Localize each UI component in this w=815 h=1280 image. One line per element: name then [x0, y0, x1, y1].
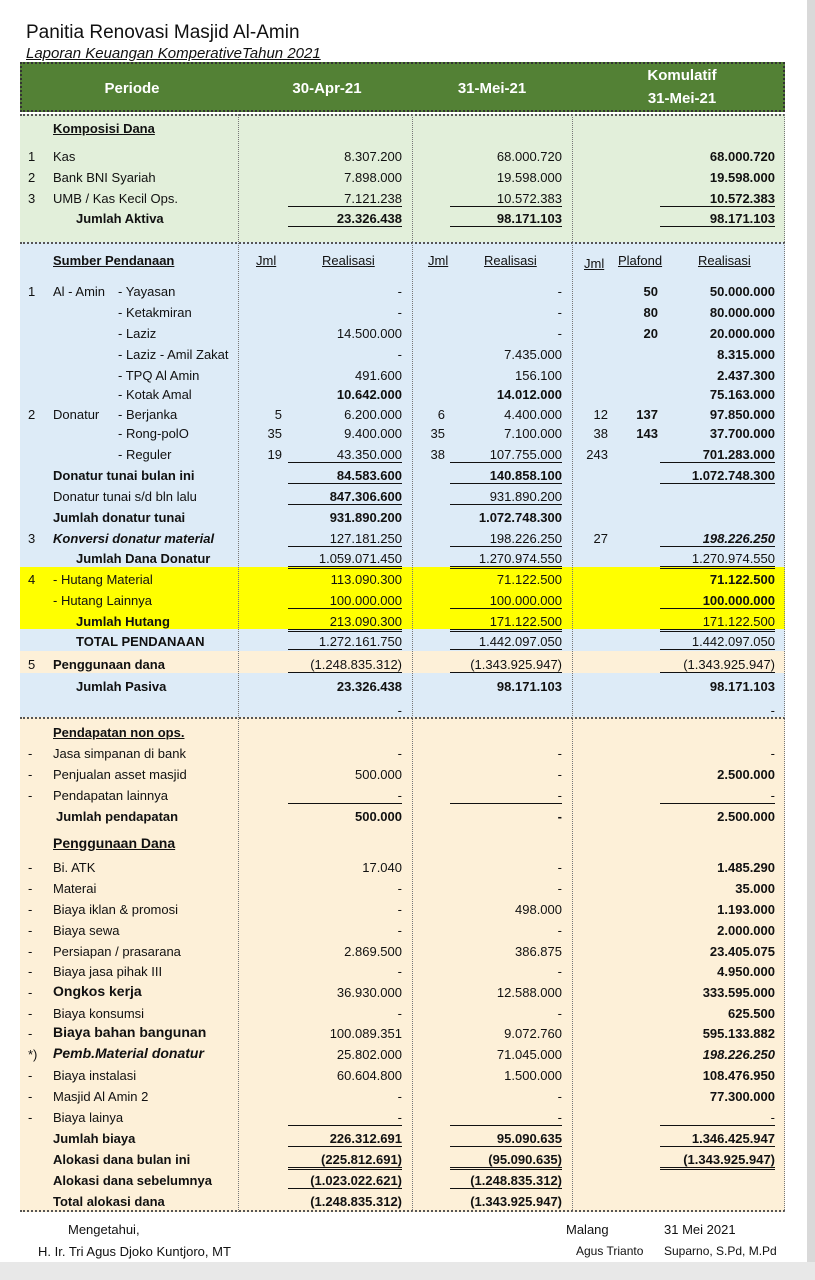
value-31-mei: 71.045.000: [496, 1047, 562, 1062]
table-row: [20, 146, 785, 166]
value-31-mei: 68.000.720: [496, 149, 562, 164]
value-31-mei: 9.072.760: [504, 1026, 562, 1041]
row-label: Konversi donatur material: [53, 531, 215, 546]
value-komulatif: -: [770, 703, 775, 718]
row-sublabel: - Laziz: [118, 326, 157, 341]
value-30-apr: -: [397, 902, 402, 917]
row-label: Jumlah donatur tunai: [53, 510, 186, 525]
value-komulatif: 1.442.097.050: [660, 634, 775, 650]
table-row: [20, 302, 785, 322]
value-komulatif: 1.485.290: [717, 860, 775, 875]
row-label: Penggunaan Dana: [53, 835, 176, 851]
value-komulatif: 1.072.748.300: [660, 468, 775, 484]
value-30-apr: 25.802.000: [336, 1047, 402, 1062]
value-30-apr: -: [288, 788, 402, 804]
table-row: [20, 676, 785, 696]
table-row: [20, 1044, 785, 1064]
value-31-mei: (95.090.635): [450, 1152, 562, 1170]
value-komulatif: 71.122.500: [709, 572, 775, 587]
jml-31-mei: 35: [430, 426, 445, 441]
row-sublabel: - TPQ Al Amin: [118, 368, 200, 383]
window-edge: [807, 0, 815, 1280]
table-row: [20, 384, 785, 404]
value-30-apr: -: [397, 881, 402, 896]
jml-30-apr: 5: [274, 407, 282, 422]
value-komulatif: -: [660, 788, 775, 804]
table-row: [20, 507, 785, 527]
subheader-jml: Jml: [256, 253, 277, 268]
table-row: [20, 654, 785, 674]
value-31-mei: -: [557, 767, 562, 782]
table-row: [20, 281, 785, 301]
row-label: Total alokasi dana: [53, 1194, 165, 1209]
value-30-apr: -: [397, 964, 402, 979]
row-index: -: [28, 902, 33, 917]
window-bottom: [0, 1262, 815, 1280]
divider: [20, 242, 785, 244]
plafond: 137: [636, 407, 658, 422]
row-label: Pendapatan non ops.: [53, 725, 185, 740]
table-row: [20, 1149, 785, 1169]
value-30-apr: 7.121.238: [288, 191, 402, 207]
value-30-apr: (1.023.022.621): [288, 1173, 402, 1189]
table-row: [20, 1170, 785, 1190]
value-30-apr: 500.000: [355, 809, 402, 824]
value-30-apr: -: [397, 347, 402, 362]
value-31-mei: 107.755.000: [450, 447, 562, 463]
value-komulatif: 198.226.250: [660, 531, 775, 547]
table-row: [20, 920, 785, 940]
row-label: - Hutang Lainnya: [53, 593, 153, 608]
value-komulatif: 1.270.974.550: [660, 551, 775, 569]
row-label: Biaya instalasi: [53, 1068, 137, 1083]
value-komulatif: -: [660, 1110, 775, 1126]
value-31-mei: -: [557, 964, 562, 979]
row-sublabel: - Berjanka: [118, 407, 178, 422]
header-30-apr: 30-Apr-21: [292, 80, 362, 97]
value-komulatif: 75.163.000: [709, 387, 775, 402]
row-sublabel: - Ketakmiran: [118, 305, 192, 320]
value-30-apr: -: [397, 703, 402, 718]
value-31-mei: -: [557, 746, 562, 761]
jml-31-mei: 6: [437, 407, 445, 422]
table-row: [20, 167, 785, 187]
value-komulatif: 2.437.300: [717, 368, 775, 383]
value-31-mei: -: [557, 326, 562, 341]
row-label: Donatur: [53, 407, 100, 422]
value-30-apr: 17.040: [362, 860, 402, 875]
row-label: Alokasi dana bulan ini: [53, 1152, 191, 1167]
value-31-mei: 95.090.635: [450, 1131, 562, 1147]
row-label: Jumlah Dana Donatur: [76, 551, 211, 566]
value-31-mei: -: [557, 1089, 562, 1104]
value-komulatif: (1.343.925.947): [660, 1152, 775, 1170]
row-label: Alokasi dana sebelumnya: [53, 1173, 212, 1188]
value-31-mei: 198.226.250: [450, 531, 562, 547]
report-subtitle: Laporan Keuangan KomperativeTahun 2021: [26, 45, 321, 62]
row-label: Donatur tunai s/d bln lalu: [53, 489, 197, 504]
table-row: [20, 486, 785, 506]
value-30-apr: 100.089.351: [329, 1026, 402, 1041]
value-komulatif: 1.193.000: [717, 902, 775, 917]
value-31-mei: 386.875: [515, 944, 562, 959]
table-row: [20, 1128, 785, 1148]
table-row: [20, 528, 785, 548]
value-komulatif: 4.950.000: [717, 964, 775, 979]
value-31-mei: -: [557, 1006, 562, 1021]
value-30-apr: -: [397, 1089, 402, 1104]
value-30-apr: 226.312.691: [288, 1131, 402, 1147]
value-30-apr: 1.272.161.750: [288, 634, 402, 650]
header-komulatif-date: 31-Mei-21: [647, 90, 717, 107]
table-row: [20, 444, 785, 464]
row-label: Kas: [53, 149, 76, 164]
value-30-apr: 8.307.200: [344, 149, 402, 164]
value-31-mei: 19.598.000: [496, 170, 562, 185]
value-komulatif: 198.226.250: [702, 1047, 775, 1062]
row-label: Biaya bahan bangunan: [53, 1024, 207, 1040]
subheader-realisasi: Realisasi: [484, 253, 537, 268]
row-index: 2: [28, 407, 36, 422]
value-30-apr: 491.600: [355, 368, 402, 383]
table-row: [20, 208, 785, 228]
row-index: 4: [28, 572, 36, 587]
table-row: [20, 764, 785, 784]
value-30-apr: -: [397, 1006, 402, 1021]
row-label: Bi. ATK: [53, 860, 96, 875]
value-31-mei: -: [557, 860, 562, 875]
plafond: 20: [643, 326, 658, 341]
row-index: *): [28, 1047, 38, 1062]
value-30-apr: 84.583.600: [288, 468, 402, 484]
row-index: -: [28, 1110, 33, 1125]
table-row: [20, 806, 785, 826]
value-komulatif: 8.315.000: [717, 347, 775, 362]
table-row: [20, 941, 785, 961]
row-label: Biaya konsumsi: [53, 1006, 145, 1021]
value-30-apr: (1.248.835.312): [288, 657, 402, 673]
value-31-mei: -: [557, 881, 562, 896]
row-label: Penjualan asset masjid: [53, 767, 187, 782]
table-row: [20, 857, 785, 877]
value-31-mei: 140.858.100: [450, 468, 562, 484]
value-31-mei: 1.072.748.300: [478, 510, 562, 525]
value-31-mei: 1.500.000: [504, 1068, 562, 1083]
value-31-mei: 10.572.383: [450, 191, 562, 207]
value-31-mei: -: [557, 923, 562, 938]
table-row: [20, 1086, 785, 1106]
row-label: Biaya sewa: [53, 923, 120, 938]
row-label: - Hutang Material: [53, 572, 153, 587]
value-31-mei: -: [450, 1110, 562, 1126]
value-30-apr: 60.604.800: [336, 1068, 402, 1083]
row-label: Jumlah Hutang: [76, 614, 170, 629]
value-komulatif: 100.000.000: [660, 593, 775, 609]
footer-place: Malang: [566, 1222, 609, 1237]
table-row: [20, 631, 785, 651]
value-komulatif: -: [770, 746, 775, 761]
row-index: 1: [28, 284, 36, 299]
table-row: [20, 743, 785, 763]
value-30-apr: 43.350.000: [288, 447, 402, 463]
jml-komulatif: 27: [593, 531, 608, 546]
row-label: Jumlah Pasiva: [76, 679, 167, 694]
value-31-mei: -: [557, 284, 562, 299]
report-title: Panitia Renovasi Masjid Al-Amin: [26, 22, 300, 43]
table-row: [20, 982, 785, 1002]
table-row: [20, 1065, 785, 1085]
table-row: [20, 365, 785, 385]
row-index: -: [28, 860, 33, 875]
table-row: [20, 118, 785, 138]
value-31-mei: (1.343.925.947): [470, 1194, 562, 1209]
row-label: Biaya lainya: [53, 1110, 124, 1125]
table-row: [20, 465, 785, 485]
row-label: Jumlah Aktiva: [76, 211, 164, 226]
value-komulatif: 23.405.075: [709, 944, 775, 959]
value-31-mei: 7.100.000: [504, 426, 562, 441]
row-label: Jumlah biaya: [53, 1131, 136, 1146]
value-31-mei: 100.000.000: [450, 593, 562, 609]
value-31-mei: 12.588.000: [496, 985, 562, 1000]
table-row: [20, 961, 785, 981]
subheader-realisasi: Realisasi: [322, 253, 375, 268]
subheader-jml: Jml: [584, 256, 605, 271]
row-label: Donatur tunai bulan ini: [53, 468, 195, 483]
value-komulatif: 2.500.000: [717, 767, 775, 782]
row-sublabel: - Yayasan: [118, 284, 176, 299]
row-index: -: [28, 985, 33, 1000]
value-komulatif: 20.000.000: [709, 326, 775, 341]
value-30-apr: 14.500.000: [336, 326, 402, 341]
row-index: 5: [28, 657, 36, 672]
row-index: -: [28, 881, 33, 896]
table-row: [20, 590, 785, 610]
value-30-apr: 36.930.000: [336, 985, 402, 1000]
row-label: Biaya iklan & promosi: [53, 902, 178, 917]
value-31-mei: -: [557, 809, 562, 824]
value-30-apr: 931.890.200: [329, 510, 402, 525]
row-label: Jasa simpanan di bank: [53, 746, 186, 761]
value-30-apr: (1.248.835.312): [310, 1194, 402, 1209]
value-komulatif: 2.000.000: [717, 923, 775, 938]
row-sublabel: - Rong-polO: [118, 426, 189, 441]
value-komulatif: 2.500.000: [717, 809, 775, 824]
value-komulatif: 10.572.383: [660, 191, 775, 207]
value-komulatif: 80.000.000: [709, 305, 775, 320]
footer-date: 31 Mei 2021: [664, 1222, 736, 1237]
value-komulatif: 97.850.000: [709, 407, 775, 422]
table-row: [20, 1191, 785, 1211]
row-index: 2: [28, 170, 36, 185]
value-komulatif: 68.000.720: [709, 149, 775, 164]
row-label: Al - Amin: [53, 284, 106, 299]
table-header: [20, 62, 785, 112]
value-31-mei: -: [450, 788, 562, 804]
table-row: [20, 722, 785, 742]
value-31-mei: 98.171.103: [450, 211, 562, 227]
row-index: 3: [28, 191, 36, 206]
row-index: -: [28, 1006, 33, 1021]
value-komulatif: 19.598.000: [709, 170, 775, 185]
value-komulatif: 625.500: [728, 1006, 775, 1021]
table-row: [20, 423, 785, 443]
row-sublabel: - Reguler: [118, 447, 172, 462]
jml-komulatif: 243: [586, 447, 608, 462]
table-row: [20, 1023, 785, 1043]
value-komulatif: 701.283.000: [660, 447, 775, 463]
row-label: UMB / Kas Kecil Ops.: [53, 191, 178, 206]
value-30-apr: 100.000.000: [288, 593, 402, 609]
row-label: Jumlah pendapatan: [56, 809, 179, 824]
value-31-mei: 1.270.974.550: [450, 551, 562, 569]
row-index: -: [28, 944, 33, 959]
subheader-realisasi: Realisasi: [698, 253, 751, 268]
value-30-apr: 1.059.071.450: [288, 551, 402, 569]
row-label: Sumber Pendanaan: [53, 253, 175, 268]
row-label: Masjid Al Amin 2: [53, 1089, 149, 1104]
value-komulatif: 77.300.000: [709, 1089, 775, 1104]
row-index: -: [28, 746, 33, 761]
value-30-apr: -: [397, 746, 402, 761]
value-30-apr: 127.181.250: [288, 531, 402, 547]
table-row: [20, 250, 785, 270]
value-30-apr: -: [288, 1110, 402, 1126]
plafond: 143: [636, 426, 658, 441]
table-row: [20, 1003, 785, 1023]
value-31-mei: 931.890.200: [450, 489, 562, 505]
value-komulatif: (1.343.925.947): [660, 657, 775, 673]
table-row: [20, 700, 785, 720]
value-31-mei: (1.248.835.312): [450, 1173, 562, 1189]
value-30-apr: 23.326.438: [288, 211, 402, 227]
row-label: TOTAL PENDANAAN: [76, 634, 205, 649]
divider: [20, 114, 785, 116]
value-30-apr: 2.869.500: [344, 944, 402, 959]
value-komulatif: 50.000.000: [709, 284, 775, 299]
value-komulatif: 98.171.103: [709, 679, 775, 694]
value-30-apr: -: [397, 923, 402, 938]
row-index: -: [28, 964, 33, 979]
table-row: [20, 323, 785, 343]
value-30-apr: 213.090.300: [288, 614, 402, 632]
table-row: [20, 188, 785, 208]
value-31-mei: 171.122.500: [450, 614, 562, 632]
value-30-apr: 7.898.000: [344, 170, 402, 185]
row-index: -: [28, 788, 33, 803]
subheader-jml: Jml: [428, 253, 449, 268]
row-label: Pendapatan lainnya: [53, 788, 168, 803]
value-30-apr: -: [397, 284, 402, 299]
value-30-apr: -: [397, 305, 402, 320]
row-label: Materai: [53, 881, 97, 896]
table-row: [20, 569, 785, 589]
value-31-mei: 7.435.000: [504, 347, 562, 362]
plafond: 80: [643, 305, 658, 320]
table-row: [20, 834, 785, 854]
subheader-plafond: Plafond: [618, 253, 663, 268]
value-komulatif: 108.476.950: [702, 1068, 775, 1083]
report-table: [20, 62, 785, 1212]
value-komulatif: 37.700.000: [709, 426, 775, 441]
row-sublabel: - Kotak Amal: [118, 387, 192, 402]
value-30-apr: 113.090.300: [330, 572, 402, 587]
value-31-mei: (1.343.925.947): [450, 657, 562, 673]
table-row: [20, 878, 785, 898]
header-komulatif: Komulatif: [647, 67, 717, 84]
table-row: [20, 404, 785, 424]
row-label: Penggunaan dana: [53, 657, 165, 672]
value-31-mei: 498.000: [515, 902, 562, 917]
jml-komulatif: 12: [593, 407, 608, 422]
value-30-apr: 23.326.438: [336, 679, 402, 694]
table-row: [20, 1107, 785, 1127]
value-30-apr: (225.812.691): [288, 1152, 402, 1170]
table-row: [20, 785, 785, 805]
value-30-apr: 847.306.600: [288, 489, 402, 505]
value-komulatif: 35.000: [735, 881, 775, 896]
row-sublabel: - Laziz - Amil Zakat: [118, 347, 229, 362]
value-komulatif: 171.122.500: [660, 614, 775, 632]
value-30-apr: 10.642.000: [336, 387, 402, 402]
value-komulatif: 98.171.103: [660, 211, 775, 227]
value-30-apr: 6.200.000: [344, 407, 402, 422]
header-periode: Periode: [104, 80, 160, 97]
value-31-mei: 71.122.500: [496, 572, 562, 587]
row-label: Komposisi Dana: [53, 121, 155, 136]
value-31-mei: 98.171.103: [496, 679, 562, 694]
footer-acknowledged: Mengetahui,: [68, 1222, 140, 1237]
table-row: [20, 611, 785, 631]
footer-signer-right: Suparno, S.Pd, M.Pd: [664, 1244, 777, 1258]
value-31-mei: -: [557, 305, 562, 320]
table-row: [20, 899, 785, 919]
row-label: Pemb.Material donatur: [53, 1045, 204, 1061]
jml-30-apr: 19: [267, 447, 282, 462]
value-30-apr: 500.000: [355, 767, 402, 782]
jml-31-mei: 38: [430, 447, 445, 462]
value-komulatif: 333.595.000: [702, 985, 775, 1000]
row-label: Biaya jasa pihak III: [53, 964, 163, 979]
value-komulatif: 595.133.882: [702, 1026, 775, 1041]
row-index: -: [28, 1068, 33, 1083]
value-31-mei: 14.012.000: [496, 387, 562, 402]
value-komulatif: 1.346.425.947: [660, 1131, 775, 1147]
header-31-mei: 31-Mei-21: [457, 80, 527, 97]
jml-30-apr: 35: [267, 426, 282, 441]
plafond: 50: [643, 284, 658, 299]
row-index: -: [28, 1026, 33, 1041]
row-label: Bank BNI Syariah: [53, 170, 156, 185]
value-31-mei: 1.442.097.050: [450, 634, 562, 650]
row-index: -: [28, 1089, 33, 1104]
value-30-apr: 9.400.000: [344, 426, 402, 441]
row-label: Persiapan / prasarana: [53, 944, 181, 959]
value-31-mei: 156.100: [515, 368, 562, 383]
table-row: [20, 548, 785, 568]
row-index: -: [28, 767, 33, 782]
footer-signer-mid: Agus Trianto: [576, 1244, 644, 1258]
table-row: [20, 344, 785, 364]
row-index: 1: [28, 149, 36, 164]
footer-signer-left: H. Ir. Tri Agus Djoko Kuntjoro, MT: [38, 1244, 231, 1259]
jml-komulatif: 38: [593, 426, 608, 441]
row-label: Ongkos kerja: [53, 983, 142, 999]
row-index: -: [28, 923, 33, 938]
value-31-mei: 4.400.000: [504, 407, 562, 422]
row-index: 3: [28, 531, 36, 546]
